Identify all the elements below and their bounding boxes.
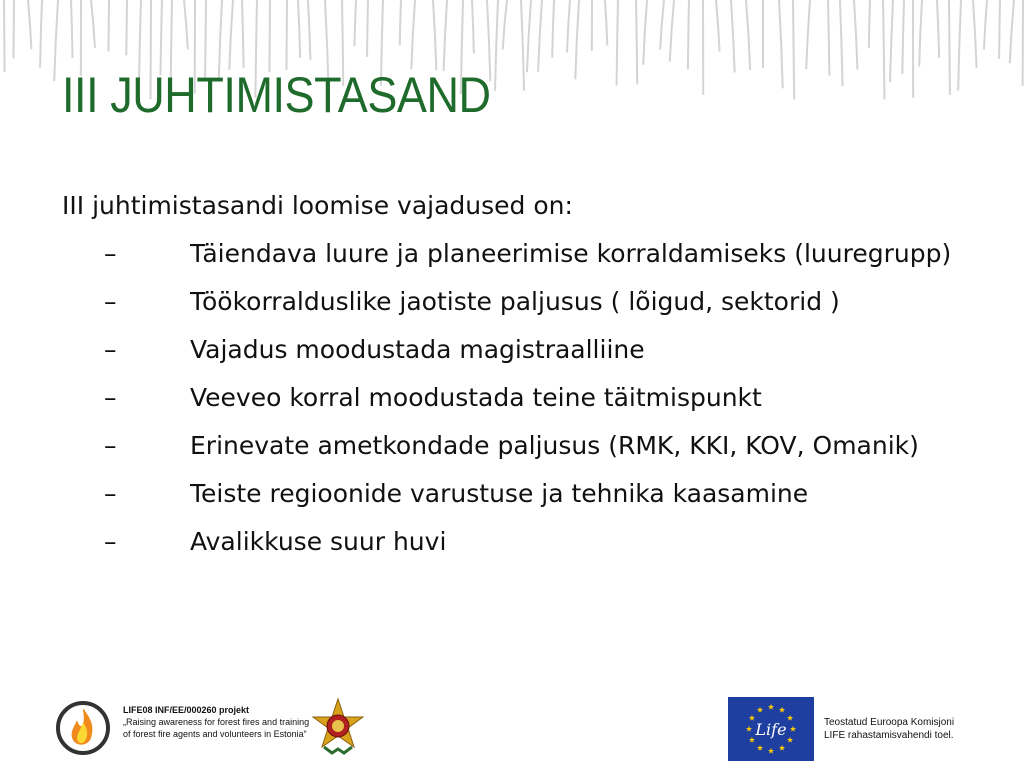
grass-blade bbox=[660, 0, 664, 50]
bullet-dash: – bbox=[104, 239, 117, 268]
grass-blade bbox=[1010, 0, 1014, 63]
grass-blade bbox=[883, 0, 884, 99]
grass-blade bbox=[242, 0, 244, 68]
project-description bbox=[123, 704, 313, 740]
grass-blade bbox=[521, 0, 524, 91]
grass-blade bbox=[13, 0, 14, 58]
funding-text bbox=[824, 716, 1004, 742]
grass-blade bbox=[670, 0, 674, 62]
slide-body bbox=[62, 186, 962, 562]
grass-blade bbox=[636, 0, 637, 84]
grass-blade bbox=[890, 0, 893, 82]
grass-blade bbox=[354, 0, 356, 46]
grass-blade bbox=[126, 0, 127, 55]
bullet-text: Teiste regioonide varustuse ja tehnika kaasamine bbox=[190, 479, 809, 508]
grass-blade bbox=[527, 0, 531, 72]
grass-blade bbox=[538, 0, 542, 72]
intro-text: III juhtimistasandi loomise vajadused on: bbox=[62, 191, 573, 220]
funding-line-1: Teostatud Euroopa Komisjoni bbox=[824, 717, 955, 728]
grass-blade bbox=[367, 0, 368, 57]
grass-blade bbox=[433, 0, 436, 70]
grass-blade bbox=[984, 0, 987, 50]
grass-blade bbox=[40, 0, 42, 68]
bullet-text: Täiendava luure ja planeerimise korraldamiseks (luuregrupp) bbox=[190, 239, 952, 268]
bullet-dash: – bbox=[104, 335, 117, 364]
grass-blade bbox=[746, 0, 750, 70]
grass-blade bbox=[91, 0, 95, 48]
bullet-item bbox=[62, 426, 962, 466]
grass-blade bbox=[688, 0, 689, 69]
bullet-item bbox=[62, 330, 962, 370]
grass-blade bbox=[575, 0, 579, 79]
grass-blade bbox=[643, 0, 647, 65]
grass-blade bbox=[567, 0, 570, 53]
bullet-item bbox=[62, 234, 962, 274]
grass-blade bbox=[54, 0, 58, 81]
slide-title: III JUHTIMISTASAND bbox=[62, 67, 491, 123]
life-logo-text: Life bbox=[755, 720, 787, 739]
grass-blade bbox=[937, 0, 939, 58]
grass-blade bbox=[731, 0, 735, 72]
grass-blade bbox=[298, 0, 300, 58]
grass-blade bbox=[160, 0, 162, 75]
funding-line-2: LIFE rahastamisvahendi toel. bbox=[824, 730, 954, 741]
grass-blade bbox=[605, 0, 607, 45]
grass-blade bbox=[184, 0, 188, 49]
rescue-star-emblem-icon bbox=[308, 697, 368, 759]
grass-blade bbox=[444, 0, 447, 71]
grass-blade bbox=[869, 0, 870, 48]
grass-blade bbox=[4, 0, 5, 72]
bullet-item bbox=[62, 378, 962, 418]
grass-blade bbox=[958, 0, 961, 91]
grass-blade bbox=[902, 0, 904, 74]
bullet-item bbox=[62, 282, 962, 322]
grass-blade bbox=[828, 0, 829, 76]
grass-blade bbox=[286, 0, 287, 70]
bullet-text: Erinevate ametkondade paljusus (RMK, KKI, KOV, Omanik) bbox=[190, 431, 919, 460]
grass-blade bbox=[108, 0, 109, 52]
bullet-dash: – bbox=[104, 431, 117, 460]
bullet-text: Veeveo korral moodustada teine täitmispunkt bbox=[190, 383, 762, 412]
bullet-text: Vajadus moodustada magistraalliine bbox=[190, 335, 645, 364]
grass-blade bbox=[949, 0, 950, 95]
grass-blade bbox=[28, 0, 31, 49]
bullet-dash: – bbox=[104, 479, 117, 508]
project-title: LIFE08 INF/EE/000260 projekt bbox=[123, 705, 250, 715]
grass-blade bbox=[716, 0, 720, 52]
grass-blade bbox=[999, 0, 1000, 59]
grass-blade bbox=[919, 0, 922, 66]
grass-blade bbox=[806, 0, 810, 69]
bullet-item bbox=[62, 474, 962, 514]
bullet-dash: – bbox=[104, 527, 117, 556]
grass-blade bbox=[308, 0, 310, 60]
bullet-dash: – bbox=[104, 383, 117, 412]
grass-blade bbox=[503, 0, 507, 49]
grass-blade bbox=[495, 0, 498, 91]
grass-blade bbox=[552, 0, 554, 58]
project-desc: „Raising awareness for forest fires and training of forest fire agents and volunteers in Estonia“ bbox=[123, 717, 310, 739]
fire-logo-icon bbox=[55, 700, 111, 756]
grass-blade bbox=[472, 0, 474, 53]
grass-blade bbox=[269, 0, 270, 72]
grass-blade bbox=[793, 0, 794, 99]
bullet-dash: – bbox=[104, 287, 117, 316]
grass-blade bbox=[71, 0, 73, 58]
eu-life-logo-icon bbox=[728, 697, 814, 761]
bullet-text: Töökorralduslike jaotiste paljusus ( lõigud, sektorid ) bbox=[190, 287, 840, 316]
bullet-item bbox=[62, 522, 962, 562]
grass-blade bbox=[854, 0, 857, 69]
bullet-text: Avalikkuse suur huvi bbox=[190, 527, 447, 556]
grass-blade bbox=[973, 0, 977, 68]
grass-blade bbox=[779, 0, 783, 88]
grass-blade bbox=[229, 0, 233, 70]
grass-blade bbox=[840, 0, 843, 86]
grass-blade bbox=[617, 0, 618, 86]
grass-blade bbox=[411, 0, 415, 69]
grass-blade bbox=[400, 0, 401, 45]
